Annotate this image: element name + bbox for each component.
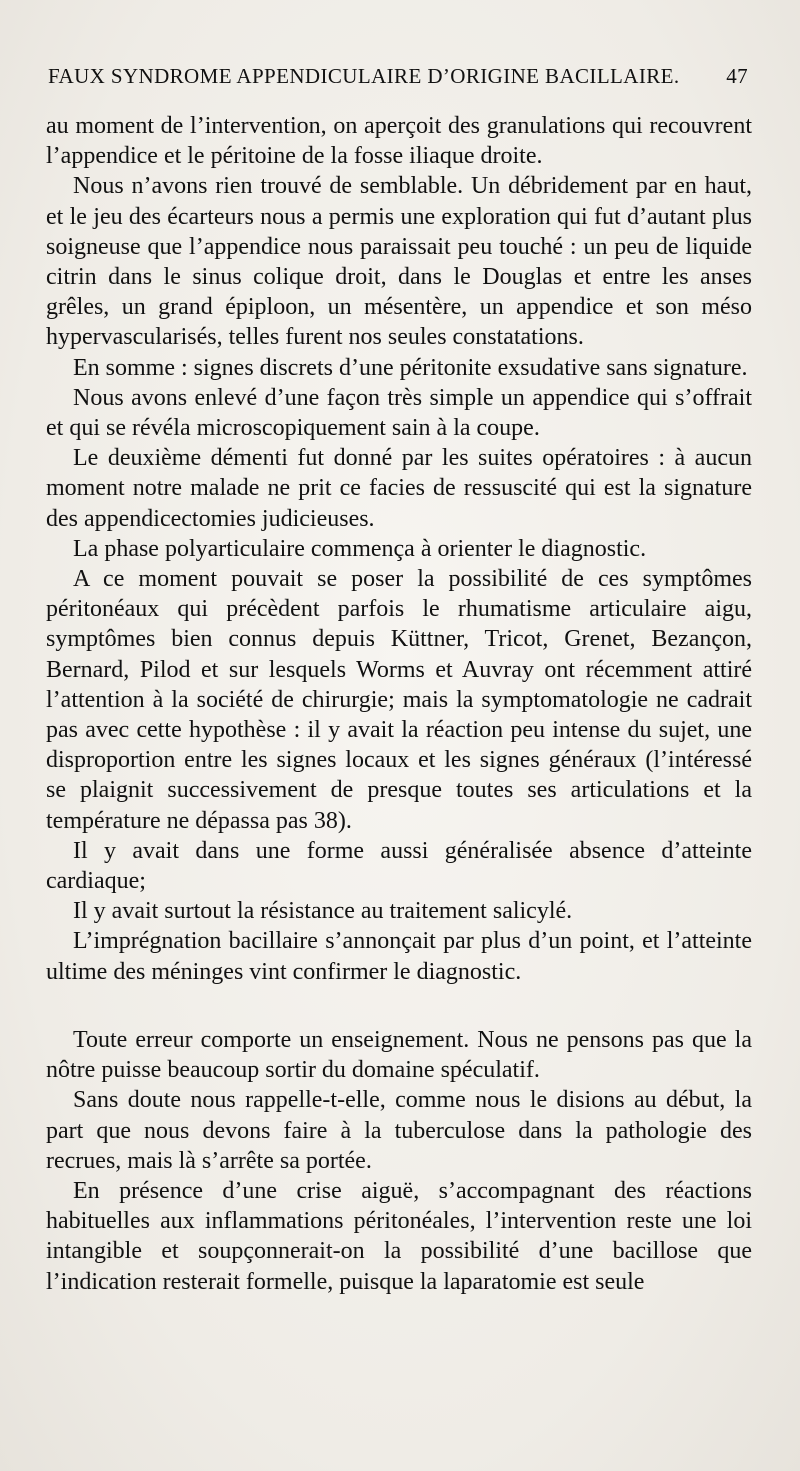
paragraph: Sans doute nous rappelle-t-elle, comme nous le disions au début, la part que nous devons faire à la tuberculose dans la pathologie des recrues, mais là s’arrête sa portée. (46, 1087, 752, 1174)
running-title: FAUX SYNDROME APPENDICULAIRE D’ORIGINE BACILLAIRE. (48, 64, 680, 88)
paragraph: Il y avait dans une forme aussi généralisée absence d’atteinte cardiaque; (46, 837, 752, 895)
running-header (48, 64, 748, 89)
paragraph: La phase polyarticulaire commença à orienter le diagnostic. (73, 535, 647, 562)
paragraph: L’imprégnation bacillaire s’annonçait par plus d’un point, et l’atteinte ultime des méninges vint confirmer le diagnostic. (46, 928, 752, 985)
page-number: 47 (726, 64, 748, 88)
body-text (46, 111, 752, 1297)
paragraph: Nous avons enlevé d’une façon très simple un appendice qui s’offrait et qui se révéla microscopiquement sain à la coupe. (46, 384, 752, 442)
paragraph: En somme : signes discrets d’une péritonite exsudative sans signature. (73, 354, 748, 381)
paragraph-continued: au moment de l’intervention, on aperçoit des granulations qui recouvrent l’appendice et le péritoine de la fosse iliaque droite. (46, 113, 752, 170)
paragraph: Le deuxième démenti fut donné par les suites opératoires : à aucun moment notre malade ne prit ce facies de ressuscité qui est la signature des appendicectomies judicieuses. (46, 445, 752, 532)
paragraph: A ce moment pouvait se poser la possibilité de ces symptômes péritonéaux qui précèdent parfois le rhumatisme articulaire aigu, symptômes bien connus depuis Küttner, Tricot, Grenet, Bezançon, Bernard, Pilod et sur lesquels Worms et Auvray ont récemment attiré l’attention à la société de chirurgie; mais la symptomatologie ne cadrait pas avec cette hypothèse : il y avait la réaction peu intense du sujet, une disproportion entre les signes locaux et les signes généraux (l’intéressé se plaignit successivement de presque toutes ses articulations et la température ne dépassa pas 38). (46, 566, 752, 834)
paragraph: Il y avait surtout la résistance au traitement salicylé. (73, 898, 573, 925)
section-break (46, 987, 752, 1025)
paragraph: Toute erreur comporte un enseignement. Nous ne pensons pas que la nôtre puisse beaucoup sortir du domaine spéculatif. (46, 1026, 752, 1084)
paragraph: En présence d’une crise aiguë, s’accompagnant des réactions habituelles aux inflammations péritonéales, l’intervention reste une loi intangible et soupçonnerait-on la possibilité d’une bacillose que l’indication resterait formelle, puisque la laparatomie est seule (46, 1177, 752, 1295)
paragraph: Nous n’avons rien trouvé de semblable. Un débridement par en haut, et le jeu des écarteurs nous a permis une exploration qui fut d’autant plus soigneuse que l’appendice nous paraissait peu touché : un peu de liquide citrin dans le sinus colique droit, dans le Douglas et entre les anses grêles, un grand épiploon, un mésentère, un appendice et son méso hypervascularisés, telles furent nos seules constatations. (46, 173, 752, 351)
